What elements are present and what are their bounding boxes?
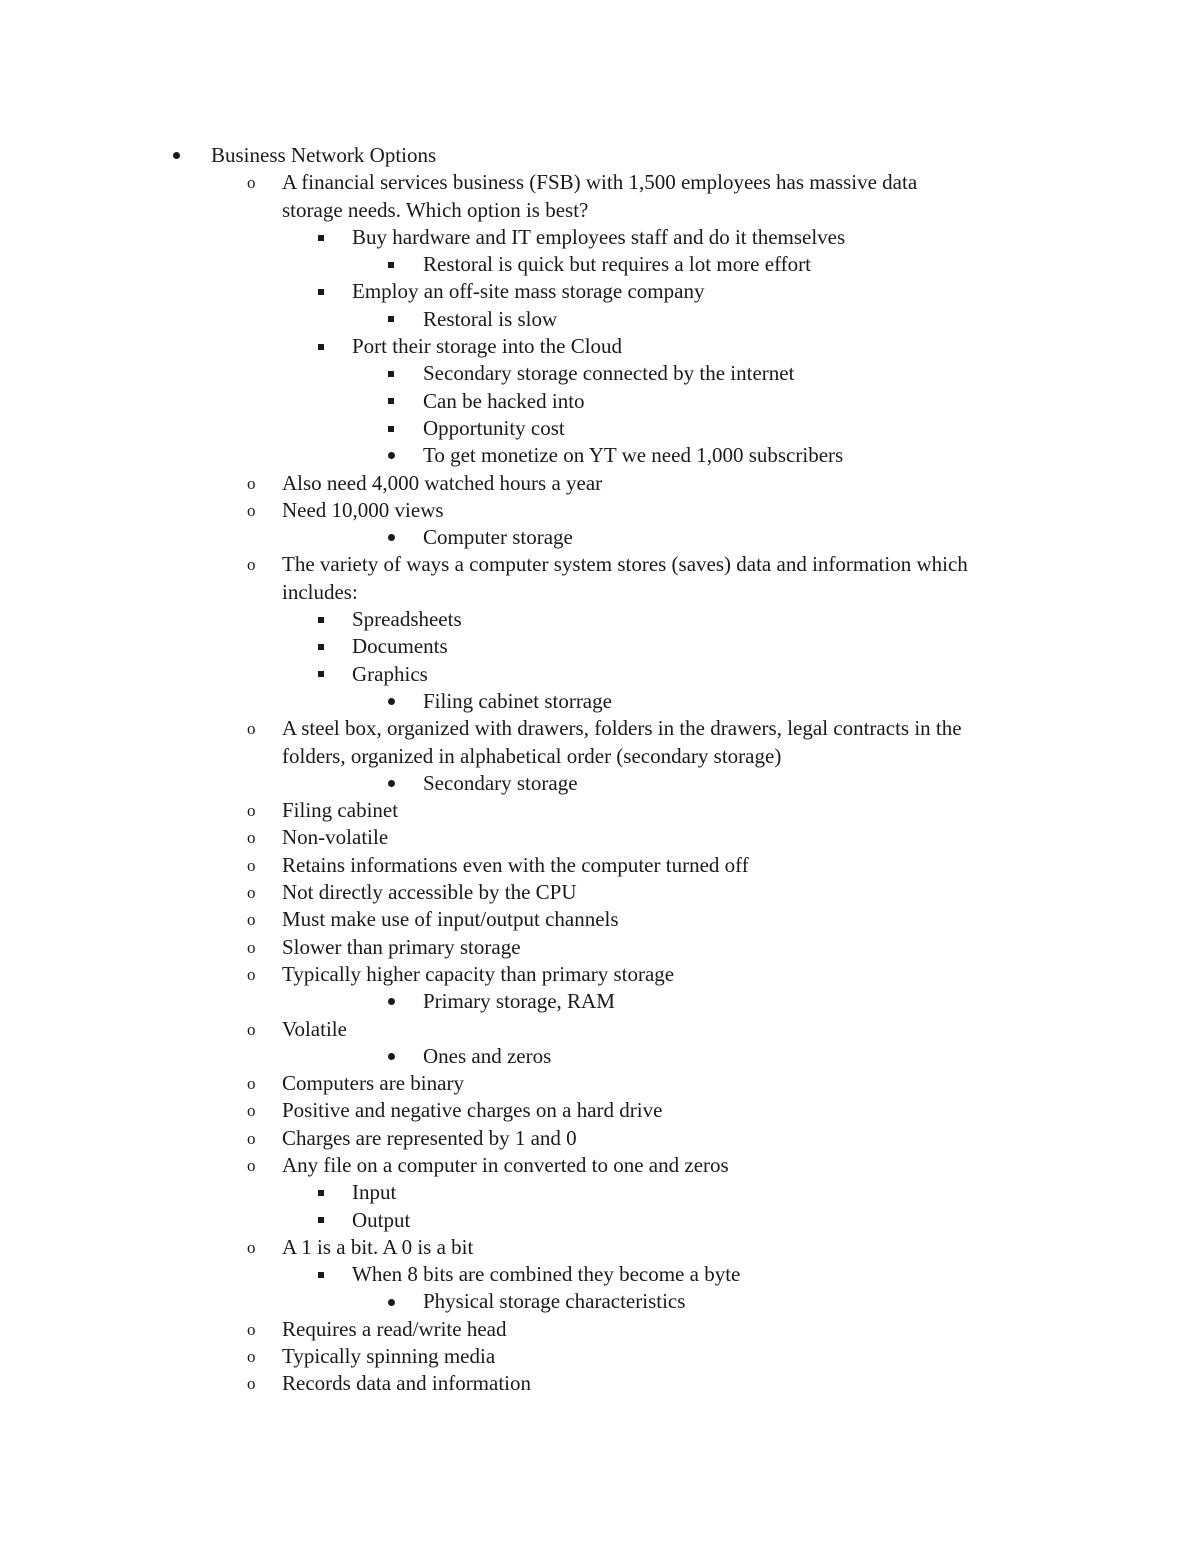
circle-bullet-icon: o — [247, 1128, 256, 1148]
outline-item-text: Can be hacked into — [423, 388, 585, 413]
outline-item — [0, 961, 1200, 988]
circle-bullet-icon: o — [247, 910, 256, 930]
outline-item — [0, 715, 1200, 742]
outline-item-text: storage needs. Which option is best? — [282, 197, 589, 222]
outline-item — [0, 224, 1200, 251]
square-bullet-icon — [318, 333, 324, 360]
outline-item-text: Records data and information — [282, 1371, 532, 1396]
outline-item-text: Typically spinning media — [282, 1344, 496, 1369]
outline-item-text: Not directly accessible by the CPU — [282, 880, 577, 905]
square-bullet-icon — [318, 661, 324, 688]
outline-item-text: Spreadsheets — [352, 607, 462, 632]
round-bullet-icon — [388, 988, 395, 1015]
outline-item — [0, 360, 1200, 387]
outline-item — [0, 1316, 1200, 1343]
circle-bullet-icon: o — [247, 828, 256, 848]
circle-bullet-icon: o — [247, 1101, 256, 1121]
outline-item — [0, 1234, 1200, 1261]
circle-bullet-icon: o — [247, 473, 256, 493]
outline-item — [0, 1288, 1200, 1315]
outline-item-text: Employ an off-site mass storage company — [352, 279, 705, 304]
circle-bullet-icon: o — [247, 1155, 256, 1175]
outline-item — [0, 1370, 1200, 1397]
square-bullet-icon — [318, 1179, 324, 1206]
outline-item — [0, 442, 1200, 469]
outline-item-text: Documents — [352, 634, 448, 659]
square-bullet-icon — [388, 306, 394, 333]
circle-bullet-icon: o — [247, 1237, 256, 1257]
outline-item — [0, 415, 1200, 442]
square-bullet-icon — [318, 224, 324, 251]
outline-item — [0, 906, 1200, 933]
outline-item-text: A 1 is a bit. A 0 is a bit — [282, 1234, 474, 1259]
outline-item-text: Typically higher capacity than primary storage — [282, 961, 675, 986]
outline-item-text: Filing cabinet — [282, 798, 399, 823]
square-bullet-icon — [388, 360, 394, 387]
outline-item-text: Non-volatile — [282, 825, 389, 850]
outline-item — [0, 770, 1200, 797]
square-bullet-icon — [318, 633, 324, 660]
outline-item-text: To get monetize on YT we need 1,000 subscribers — [423, 443, 844, 468]
outline-item — [0, 606, 1200, 633]
outline-item-text: Need 10,000 views — [282, 497, 444, 522]
outline-item — [0, 688, 1200, 715]
outline-item-text: Restoral is slow — [423, 306, 558, 331]
outline-item-text: includes: — [282, 579, 358, 604]
round-bullet-icon — [388, 1288, 395, 1315]
outline-item — [0, 1179, 1200, 1206]
outline-item — [0, 497, 1200, 524]
circle-bullet-icon: o — [247, 1347, 256, 1367]
outline-item-text: Buy hardware and IT employees staff and do it themselves — [352, 224, 846, 249]
outline-item-text: Opportunity cost — [423, 415, 565, 440]
outline-item-text: Requires a read/write head — [282, 1316, 507, 1341]
outline-item — [0, 306, 1200, 333]
circle-bullet-icon: o — [247, 1074, 256, 1094]
square-bullet-icon — [388, 388, 394, 415]
outline-item — [0, 470, 1200, 497]
square-bullet-icon — [388, 415, 394, 442]
outline-item-text: Positive and negative charges on a hard drive — [282, 1098, 663, 1123]
circle-bullet-icon: o — [247, 883, 256, 903]
outline-item-text: Charges are represented by 1 and 0 — [282, 1125, 577, 1150]
outline-item-text: Output — [352, 1207, 411, 1232]
outline-item — [0, 1070, 1200, 1097]
outline-item-text: Port their storage into the Cloud — [352, 334, 623, 359]
outline-item-text: Filing cabinet storrage — [423, 688, 612, 713]
round-bullet-icon — [388, 442, 395, 469]
outline-item-text: Any file on a computer in converted to one and zeros — [282, 1152, 729, 1177]
outline-item — [0, 1343, 1200, 1370]
outline-item-text: Secondary storage connected by the internet — [423, 361, 795, 386]
outline-item-text: Restoral is quick but requires a lot more effort — [423, 252, 812, 277]
outline-item-text: Physical storage characteristics — [423, 1289, 686, 1314]
outline-item-text: Ones and zeros — [423, 1043, 552, 1068]
circle-bullet-icon: o — [247, 937, 256, 957]
outline-item-text: Also need 4,000 watched hours a year — [282, 470, 603, 495]
circle-bullet-icon: o — [247, 1019, 256, 1039]
outline-item — [0, 142, 1200, 169]
outline-item-text: Slower than primary storage — [282, 934, 521, 959]
circle-bullet-icon: o — [247, 964, 256, 984]
circle-bullet-icon: o — [247, 719, 256, 739]
square-bullet-icon — [318, 1207, 324, 1234]
outline-item — [0, 934, 1200, 961]
outline-item — [0, 879, 1200, 906]
outline-item-text: A steel box, organized with drawers, folders in the drawers, legal contracts in the — [282, 716, 962, 741]
outline-item — [0, 1261, 1200, 1288]
outline-item-text: Retains informations even with the computer turned off — [282, 852, 749, 877]
outline-item — [0, 824, 1200, 851]
outline-item-text: Primary storage, RAM — [423, 989, 615, 1014]
outline-item-text: Secondary storage — [423, 770, 578, 795]
round-bullet-icon — [388, 1043, 395, 1070]
circle-bullet-icon: o — [247, 500, 256, 520]
outline-item — [0, 1097, 1200, 1124]
outline-item-text: Input — [352, 1180, 397, 1205]
round-bullet-icon — [173, 142, 180, 169]
outline-item — [0, 797, 1200, 824]
outline-item-text: Business Network Options — [211, 143, 437, 167]
outline-item — [0, 169, 1200, 196]
circle-bullet-icon: o — [247, 801, 256, 821]
outline-item — [0, 633, 1200, 660]
outline-item — [0, 1016, 1200, 1043]
outline-item — [0, 661, 1200, 688]
outline-item — [0, 743, 1200, 770]
outline-item-text: folders, organized in alphabetical order (secondary storage) — [282, 743, 782, 768]
outline-item — [0, 852, 1200, 879]
outline-item — [0, 388, 1200, 415]
outline-item-text: Computer storage — [423, 525, 573, 550]
circle-bullet-icon: o — [247, 173, 256, 193]
outline-item — [0, 551, 1200, 578]
outline-item-text: When 8 bits are combined they become a byte — [352, 1262, 741, 1287]
outline-item — [0, 1043, 1200, 1070]
outline-item — [0, 1152, 1200, 1179]
outline-item-text: The variety of ways a computer system stores (saves) data and information which — [282, 552, 968, 577]
outline-item — [0, 1207, 1200, 1234]
outline-item-text: Volatile — [282, 1016, 347, 1041]
round-bullet-icon — [388, 688, 395, 715]
square-bullet-icon — [318, 606, 324, 633]
outline-item-text: A financial services business (FSB) with 1,500 employees has massive data — [282, 170, 918, 195]
outline-item — [0, 524, 1200, 551]
square-bullet-icon — [388, 251, 394, 278]
outline-item-text: Computers are binary — [282, 1071, 464, 1096]
round-bullet-icon — [388, 770, 395, 797]
round-bullet-icon — [388, 524, 395, 551]
outline-item — [0, 333, 1200, 360]
square-bullet-icon — [318, 1261, 324, 1288]
circle-bullet-icon: o — [247, 1319, 256, 1339]
outline-item — [0, 197, 1200, 224]
outline-item-text: Graphics — [352, 661, 428, 686]
outline-item — [0, 278, 1200, 305]
outline-item — [0, 1125, 1200, 1152]
outline-item — [0, 579, 1200, 606]
outline-item — [0, 988, 1200, 1015]
outline-item-text: Must make use of input/output channels — [282, 907, 619, 932]
circle-bullet-icon: o — [247, 1374, 256, 1394]
outline-item — [0, 251, 1200, 278]
circle-bullet-icon: o — [247, 855, 256, 875]
bulleted-outline — [0, 142, 1200, 1398]
square-bullet-icon — [318, 278, 324, 305]
circle-bullet-icon: o — [247, 555, 256, 575]
